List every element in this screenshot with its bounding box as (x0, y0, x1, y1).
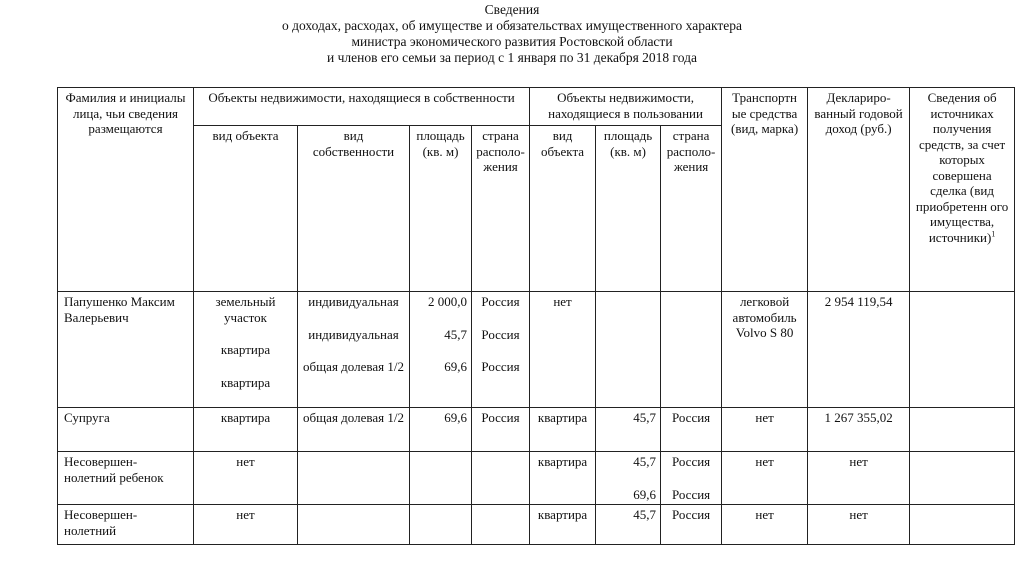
cell-used-country (661, 452, 722, 505)
header-transport: Транспортн ые средства (вид, марка) (722, 88, 808, 292)
cell-value: 45,7 (444, 326, 467, 342)
cell-owned-ownership (298, 505, 410, 545)
cell-value: индивидуальная (308, 326, 399, 342)
cell-used-country (661, 292, 722, 408)
cell-used-type (530, 505, 596, 545)
cell-value: общая долевая 1/2 (303, 410, 404, 425)
cell-gap (534, 470, 591, 487)
header-owned-ownership: вид собственности (298, 126, 410, 292)
cell-owned-type (194, 505, 298, 545)
cell-value: квартира (220, 374, 271, 390)
cell-used-type (530, 452, 596, 505)
header-income: Деклариро-ванный годовой доход (руб.) (808, 88, 910, 292)
cell-value: 2 000,0 (428, 294, 467, 309)
header-sources-text: Сведения об источниках получения средств, за счет которых совершена сделка (вид приобретенн ого имущества, источники) (915, 90, 1009, 245)
cell-owned-area (410, 505, 472, 545)
cell-sources (910, 452, 1015, 505)
heading-line-2: о доходах, расходах, об имуществе и обязательствах имущественного характера (282, 18, 742, 33)
cell-owned-ownership (298, 292, 410, 408)
header-used-area: площадь (кв. м) (596, 126, 661, 292)
cell-value: 69,6 (633, 486, 657, 502)
cell-value: квартира (220, 410, 271, 425)
cell-owned-country (472, 505, 530, 545)
header-used-country: страна располо-жения (661, 126, 722, 292)
cell-owned-ownership (298, 408, 410, 452)
cell-gap (476, 310, 525, 327)
cell-value: квартира (220, 342, 271, 357)
cell-used-area (596, 292, 661, 408)
table-row (58, 292, 1015, 408)
table-row (58, 408, 1015, 452)
header-owned-area: площадь (кв. м) (410, 126, 472, 292)
cell-value: квартира (537, 410, 588, 425)
cell-value: Россия (481, 410, 520, 425)
cell-income: нет (808, 505, 910, 545)
header-owned-group: Объекты недвижимости, находящиеся в собственности (194, 88, 530, 126)
cell-value: земельный участок (215, 294, 276, 325)
header-name: Фамилия и инициалы лица, чьи сведения размещаются (58, 88, 194, 292)
cell-sources (910, 408, 1015, 452)
row-name: Несовершен-нолетний ребенок (58, 452, 194, 505)
cell-gap (302, 310, 405, 327)
cell-gap (665, 470, 717, 487)
cell-gap (302, 342, 405, 359)
cell-value: 69,6 (444, 410, 467, 425)
cell-owned-country (472, 292, 530, 408)
cell-value: нет (236, 454, 255, 469)
cell-gap (198, 358, 293, 375)
cell-value: Россия (671, 410, 711, 425)
cell-income: нет (808, 452, 910, 505)
cell-used-type (530, 408, 596, 452)
cell-value: Россия (671, 454, 711, 469)
cell-transport: нет (722, 408, 808, 452)
cell-value: нет (553, 294, 572, 309)
cell-used-country (661, 408, 722, 452)
heading-line-4: и членов его семьи за период с 1 января по 31 декабря 2018 года (327, 50, 697, 65)
cell-value: квартира (537, 454, 588, 469)
cell-income: 1 267 355,02 (808, 408, 910, 452)
cell-sources (910, 292, 1015, 408)
cell-gap (476, 342, 525, 359)
cell-owned-type (194, 452, 298, 505)
cell-used-country (661, 505, 722, 545)
cell-used-area (596, 408, 661, 452)
cell-value: общая долевая 1/2 (303, 359, 404, 374)
cell-transport: легковой автомобиль Volvo S 80 (722, 292, 808, 408)
heading-line-3: министра экономического развития Ростовской области (351, 34, 673, 49)
cell-owned-area (410, 408, 472, 452)
cell-value: 45,7 (633, 507, 657, 522)
cell-transport: нет (722, 452, 808, 505)
row-name: Несовершен-нолетний (58, 505, 194, 545)
table-row (58, 505, 1015, 545)
header-used-group: Объекты недвижимости, находящиеся в пользовании (530, 88, 722, 126)
header-sources (910, 88, 1015, 292)
cell-owned-area (410, 452, 472, 505)
cell-gap (414, 310, 467, 327)
cell-value: Россия (671, 486, 711, 502)
header-owned-country: страна располо-жения (472, 126, 530, 292)
footnote-marker: 1 (991, 229, 996, 239)
cell-value: Россия (671, 507, 711, 522)
row-name: Супруга (58, 408, 194, 452)
cell-value: Россия (481, 294, 520, 309)
cell-gap (600, 470, 656, 487)
cell-value: 69,6 (444, 359, 467, 374)
cell-transport: нет (722, 505, 808, 545)
cell-gap (414, 342, 467, 359)
cell-value: 45,7 (633, 454, 657, 469)
heading-line-1: Сведения (484, 2, 540, 17)
cell-value: индивидуальная (308, 294, 399, 309)
header-used-type: вид объекта (530, 126, 596, 292)
cell-owned-country (472, 408, 530, 452)
cell-owned-type (194, 408, 298, 452)
cell-owned-country (472, 452, 530, 505)
cell-value: нет (236, 507, 255, 522)
cell-used-type (530, 292, 596, 408)
cell-owned-ownership (298, 452, 410, 505)
table-body (58, 292, 1015, 545)
cell-owned-area (410, 292, 472, 408)
table-row (58, 452, 1015, 505)
cell-value: Россия (481, 326, 520, 342)
cell-gap (198, 325, 293, 342)
cell-sources (910, 505, 1015, 545)
cell-used-area (596, 505, 661, 545)
cell-income: 2 954 119,54 (808, 292, 910, 408)
cell-value: квартира (537, 507, 588, 522)
header-owned-type: вид объекта (194, 126, 298, 292)
cell-used-area (596, 452, 661, 505)
cell-value: Россия (481, 359, 520, 374)
document-heading (0, 2, 1024, 66)
row-name: Папушенко Максим Валерьевич (58, 292, 194, 408)
declaration-table (57, 87, 1015, 545)
cell-value: 45,7 (633, 410, 657, 425)
cell-owned-type (194, 292, 298, 408)
